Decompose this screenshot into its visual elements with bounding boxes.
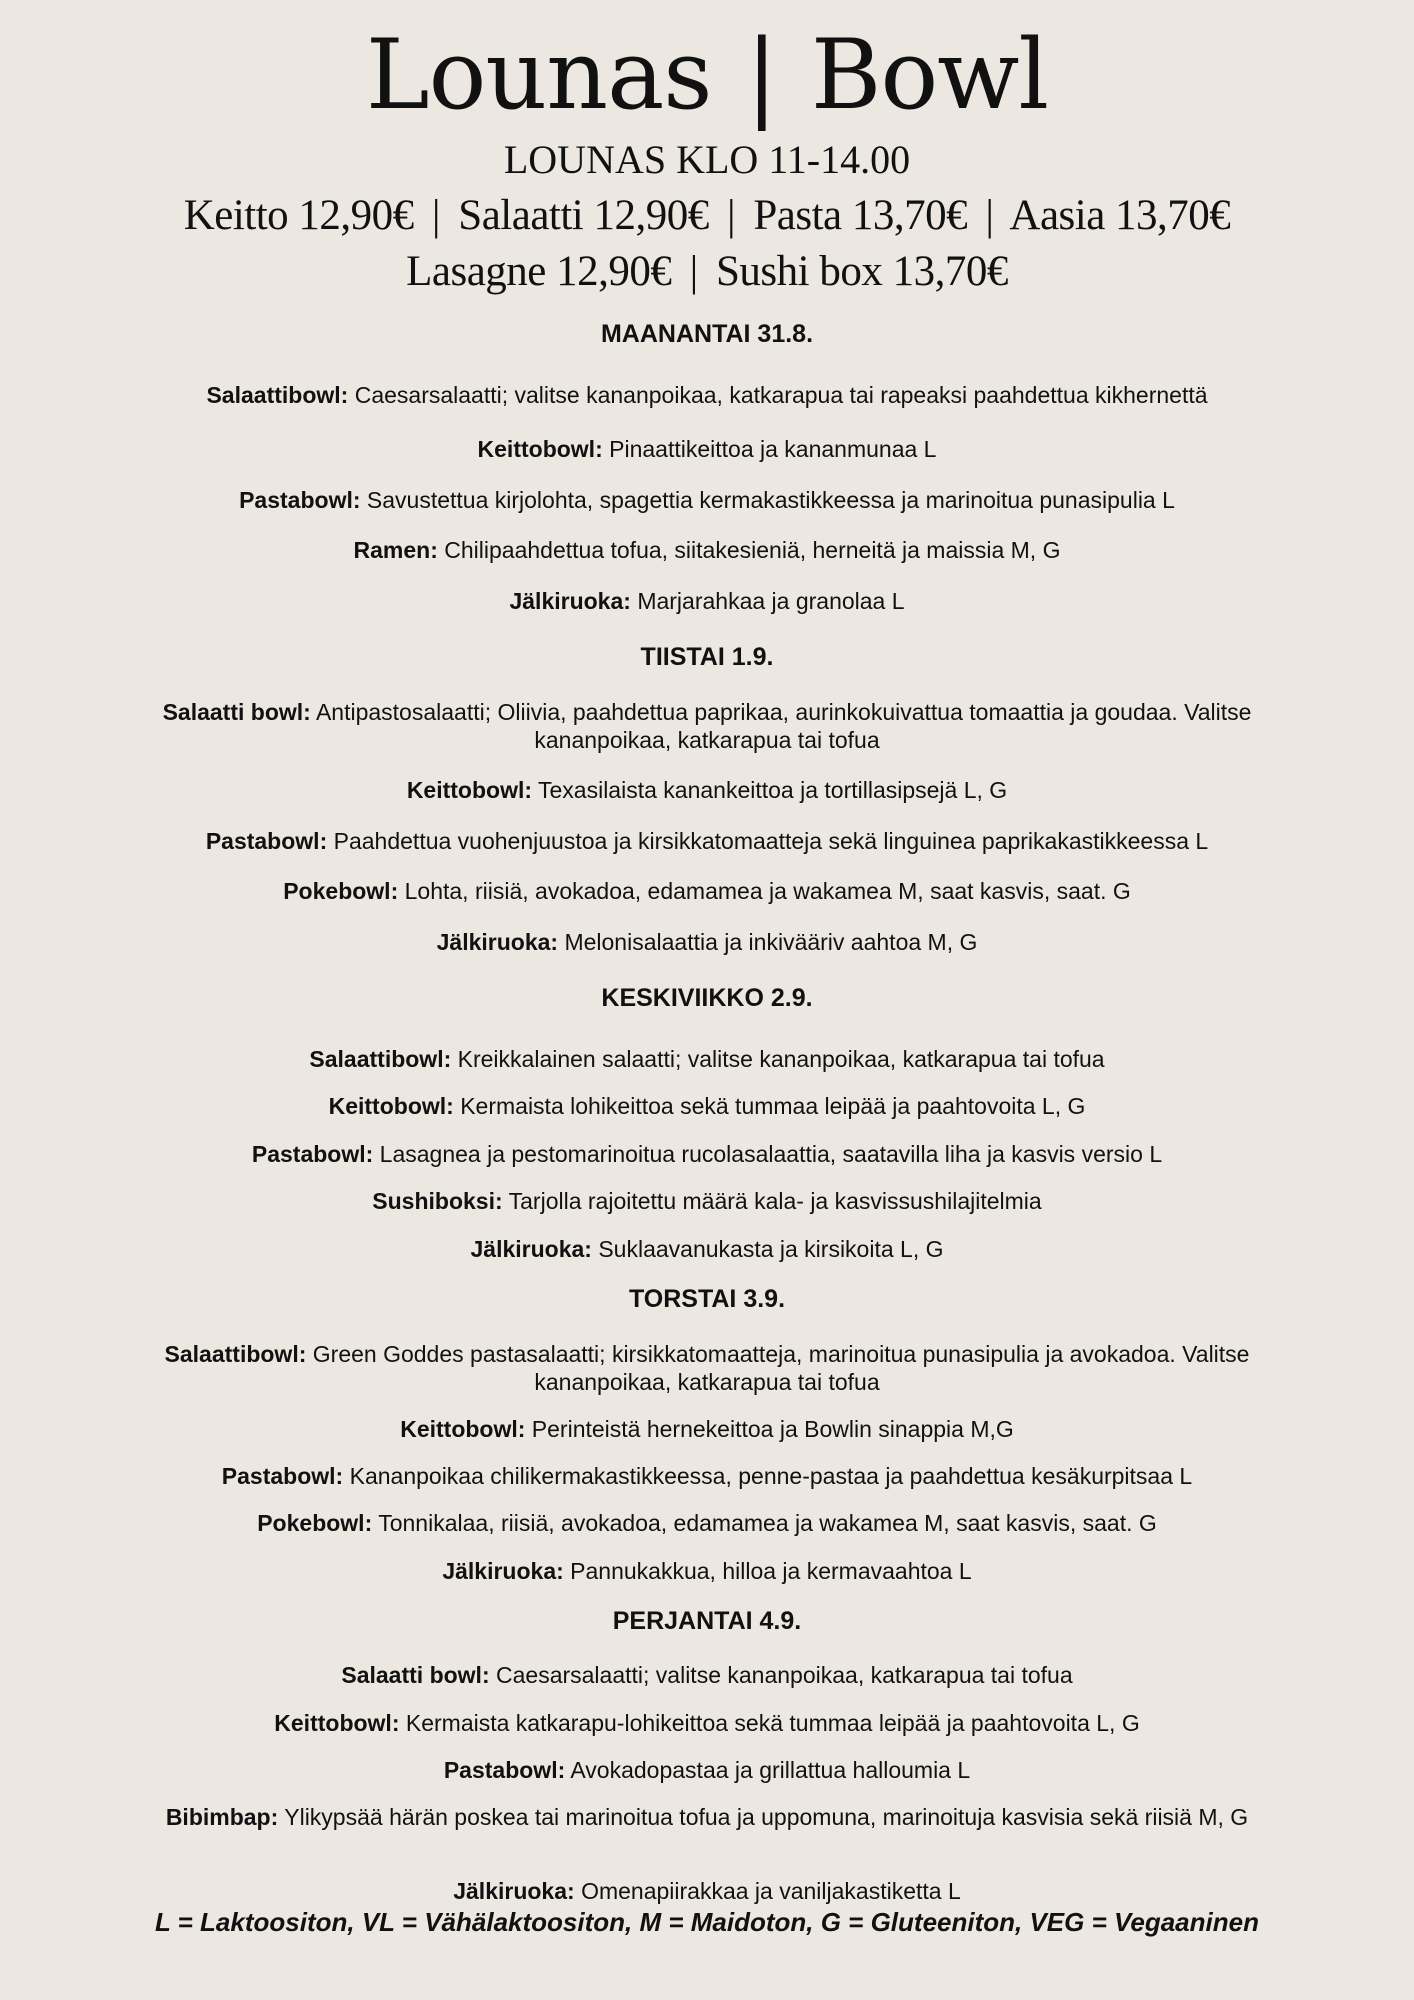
menu-item bbox=[100, 1877, 1314, 1905]
price-lasagne: Lasagne 12,90€ bbox=[406, 248, 672, 295]
menu-item-text: Lohta, riisiä, avokadoa, edamamea ja wakamea M, saat kasvis, saat. G bbox=[404, 878, 1131, 904]
menu-item-label: Salaattibowl: bbox=[309, 1046, 452, 1072]
menu-item-text: Kreikkalainen salaatti; valitse kananpoikaa, katkarapua tai tofua bbox=[457, 1046, 1105, 1072]
price-separator: | bbox=[727, 192, 736, 239]
price-pasta: Pasta 13,70€ bbox=[753, 192, 968, 239]
menu-item bbox=[100, 827, 1314, 855]
day-heading-thursday: TORSTAI 3.9. bbox=[628, 1285, 786, 1313]
menu-item-label: Jälkiruoka: bbox=[470, 1236, 592, 1262]
menu-item-text: Tonnikalaa, riisiä, avokadoa, edamamea ja wakamea M, saat kasvis, saat. G bbox=[378, 1510, 1157, 1536]
menu-item-text: Texasilaista kanankeittoa ja tortillasipsejä L, G bbox=[538, 777, 1008, 803]
menu-item bbox=[100, 698, 1314, 754]
menu-item bbox=[100, 1092, 1314, 1120]
menu-item-text: Omenapiirakkaa ja vaniljakastiketta L bbox=[581, 1878, 961, 1904]
menu-item-label: Jälkiruoka: bbox=[453, 1878, 575, 1904]
menu-item-text: Lasagnea ja pestomarinoitua rucolasalaattia, saatavilla liha ja kasvis versio L bbox=[379, 1141, 1163, 1167]
menu-item-text: Caesarsalaatti; valitse kananpoikaa, katkarapua tai tofua bbox=[496, 1662, 1073, 1688]
price-separator: | bbox=[431, 192, 441, 239]
menu-item bbox=[100, 486, 1314, 514]
menu-item bbox=[100, 877, 1314, 905]
menu-item-text: Paahdettua vuohenjuustoa ja kirsikkatomaatteja sekä linguinea paprikakastikkeessa L bbox=[333, 828, 1209, 854]
page-title bbox=[0, 10, 1414, 140]
menu-item-label: Salaattibowl: bbox=[206, 382, 349, 408]
menu-item-text: Kananpoikaa chilikermakastikkeessa, penne-pastaa ja paahdettua kesäkurpitsaa L bbox=[349, 1463, 1193, 1489]
menu-item bbox=[100, 1462, 1314, 1490]
lunch-hours: LOUNAS KLO 11-14.00 bbox=[503, 137, 911, 182]
price-line-2 bbox=[0, 244, 1414, 300]
price-sushi-box: Sushi box 13,70€ bbox=[716, 248, 1008, 295]
menu-item-label: Ramen: bbox=[353, 537, 438, 563]
menu-item bbox=[100, 1557, 1314, 1585]
title-right: Bowl bbox=[810, 19, 1049, 131]
menu-item-label: Salaatti bowl: bbox=[162, 699, 311, 725]
menu-item-label: Keittobowl: bbox=[477, 436, 603, 462]
menu-item-label: Pastabowl: bbox=[443, 1757, 566, 1783]
dietary-legend: L = Laktoositon, VL = Vähälaktoositon, M = Maidoton, G = Gluteeniton, VEG = Vegaaninen bbox=[155, 1907, 1259, 1937]
price-salaatti: Salaatti 12,90€ bbox=[458, 192, 709, 239]
title-separator: | bbox=[745, 19, 777, 131]
menu-item bbox=[100, 1045, 1314, 1073]
menu-item-text: Caesarsalaatti; valitse kananpoikaa, katkarapua tai rapeaksi paahdettua kikhernettä bbox=[354, 382, 1208, 408]
menu-item-text: Kermaista lohikeittoa sekä tummaa leipää ja paahtovoita L, G bbox=[460, 1093, 1086, 1119]
menu-item-label: Bibimbap: bbox=[165, 1804, 279, 1830]
menu-item bbox=[100, 587, 1314, 615]
menu-item-text: Tarjolla rajoitettu määrä kala- ja kasvissushilajitelmia bbox=[508, 1188, 1042, 1214]
menu-item bbox=[100, 928, 1314, 956]
menu-item bbox=[100, 1340, 1314, 1396]
menu-item-label: Keittobowl: bbox=[274, 1710, 400, 1736]
price-line-1 bbox=[0, 188, 1414, 244]
menu-item-label: Jälkiruoka: bbox=[436, 929, 559, 955]
menu-item-text: Avokadopastaa ja grillattua halloumia L bbox=[570, 1757, 971, 1783]
menu-item-label: Jälkiruoka: bbox=[442, 1558, 564, 1584]
menu-item-text: Ylikypsää härän poskea tai marinoitua tofua ja uppomuna, marinoituja kasvisia sekä riisiä M, G bbox=[284, 1804, 1249, 1830]
menu-item bbox=[100, 1140, 1314, 1168]
menu-item bbox=[100, 1661, 1314, 1689]
price-separator: | bbox=[985, 192, 994, 239]
menu-item-label: Pokebowl: bbox=[283, 878, 399, 904]
menu-item bbox=[100, 435, 1314, 463]
menu-item-label: Salaattibowl: bbox=[164, 1341, 307, 1367]
menu-item-label: Keittobowl: bbox=[400, 1416, 526, 1442]
menu-item-label: Salaatti bowl: bbox=[341, 1662, 490, 1688]
menu-item bbox=[100, 1509, 1314, 1537]
menu-item-text: Perinteistä hernekeittoa ja Bowlin sinappia M,G bbox=[531, 1416, 1014, 1442]
menu-item-text: Chilipaahdettua tofua, siitakesieniä, herneitä ja maissia M, G bbox=[444, 537, 1061, 563]
menu-item-text: Savustettua kirjolohta, spagettia kermakastikkeessa ja marinoitua punasipulia L bbox=[366, 487, 1175, 513]
day-heading-wednesday: KESKIVIIKKO 2.9. bbox=[601, 984, 813, 1012]
menu-item bbox=[100, 1803, 1314, 1831]
menu-item-label: Pastabowl: bbox=[251, 1141, 374, 1167]
day-heading-friday: PERJANTAI 4.9. bbox=[612, 1607, 802, 1635]
menu-item-label: Jälkiruoka: bbox=[509, 588, 631, 614]
price-keitto: Keitto 12,90€ bbox=[183, 192, 414, 239]
menu-item bbox=[100, 1415, 1314, 1443]
menu-item bbox=[100, 1235, 1314, 1263]
menu-item bbox=[100, 776, 1314, 804]
menu-item-text: Suklaavanukasta ja kirsikoita L, G bbox=[598, 1236, 944, 1262]
menu-item-text: Antipastosalaatti; Oliivia, paahdettua paprikaa, aurinkokuivattua tomaattia ja goudaa. Valitse kananpoikaa, katkarapua tai tofua bbox=[315, 699, 1252, 753]
menu-item-text: Pannukakkua, hilloa ja kermavaahtoa L bbox=[570, 1558, 972, 1584]
menu-item-label: Keittobowl: bbox=[328, 1093, 454, 1119]
menu-item bbox=[100, 381, 1314, 409]
menu-item-label: Pastabowl: bbox=[205, 828, 328, 854]
menu-item-text: Kermaista katkarapu-lohikeittoa sekä tummaa leipää ja paahtovoita L, G bbox=[405, 1710, 1140, 1736]
menu-item-text: Pinaattikeittoa ja kananmunaa L bbox=[609, 436, 937, 462]
menu-item-text: Green Goddes pastasalaatti; kirsikkatomaatteja, marinoitua punasipulia ja avokadoa. Valitse kananpoikaa, katkarapua tai tofua bbox=[312, 1341, 1250, 1395]
menu-item-label: Pokebowl: bbox=[257, 1510, 373, 1536]
day-heading-monday: MAANANTAI 31.8. bbox=[600, 320, 814, 348]
menu-item-text: Melonisalaattia ja inkivääriv aahtoa M, G bbox=[564, 929, 978, 955]
menu-item-text: Marjarahkaa ja granolaa L bbox=[637, 588, 905, 614]
menu-item bbox=[100, 536, 1314, 564]
menu-item-label: Keittobowl: bbox=[406, 777, 533, 803]
menu-item-label: Pastabowl: bbox=[221, 1463, 344, 1489]
menu-item bbox=[100, 1709, 1314, 1737]
price-aasia: Aasia 13,70€ bbox=[1009, 192, 1231, 239]
menu-item bbox=[100, 1187, 1314, 1215]
menu-item-label: Sushiboksi: bbox=[372, 1188, 503, 1214]
menu-item-label: Pastabowl: bbox=[239, 487, 361, 513]
menu-item bbox=[100, 1756, 1314, 1784]
price-separator: | bbox=[689, 248, 698, 295]
day-heading-tuesday: TIISTAI 1.9. bbox=[640, 643, 774, 671]
title-left: Lounas bbox=[365, 19, 712, 131]
